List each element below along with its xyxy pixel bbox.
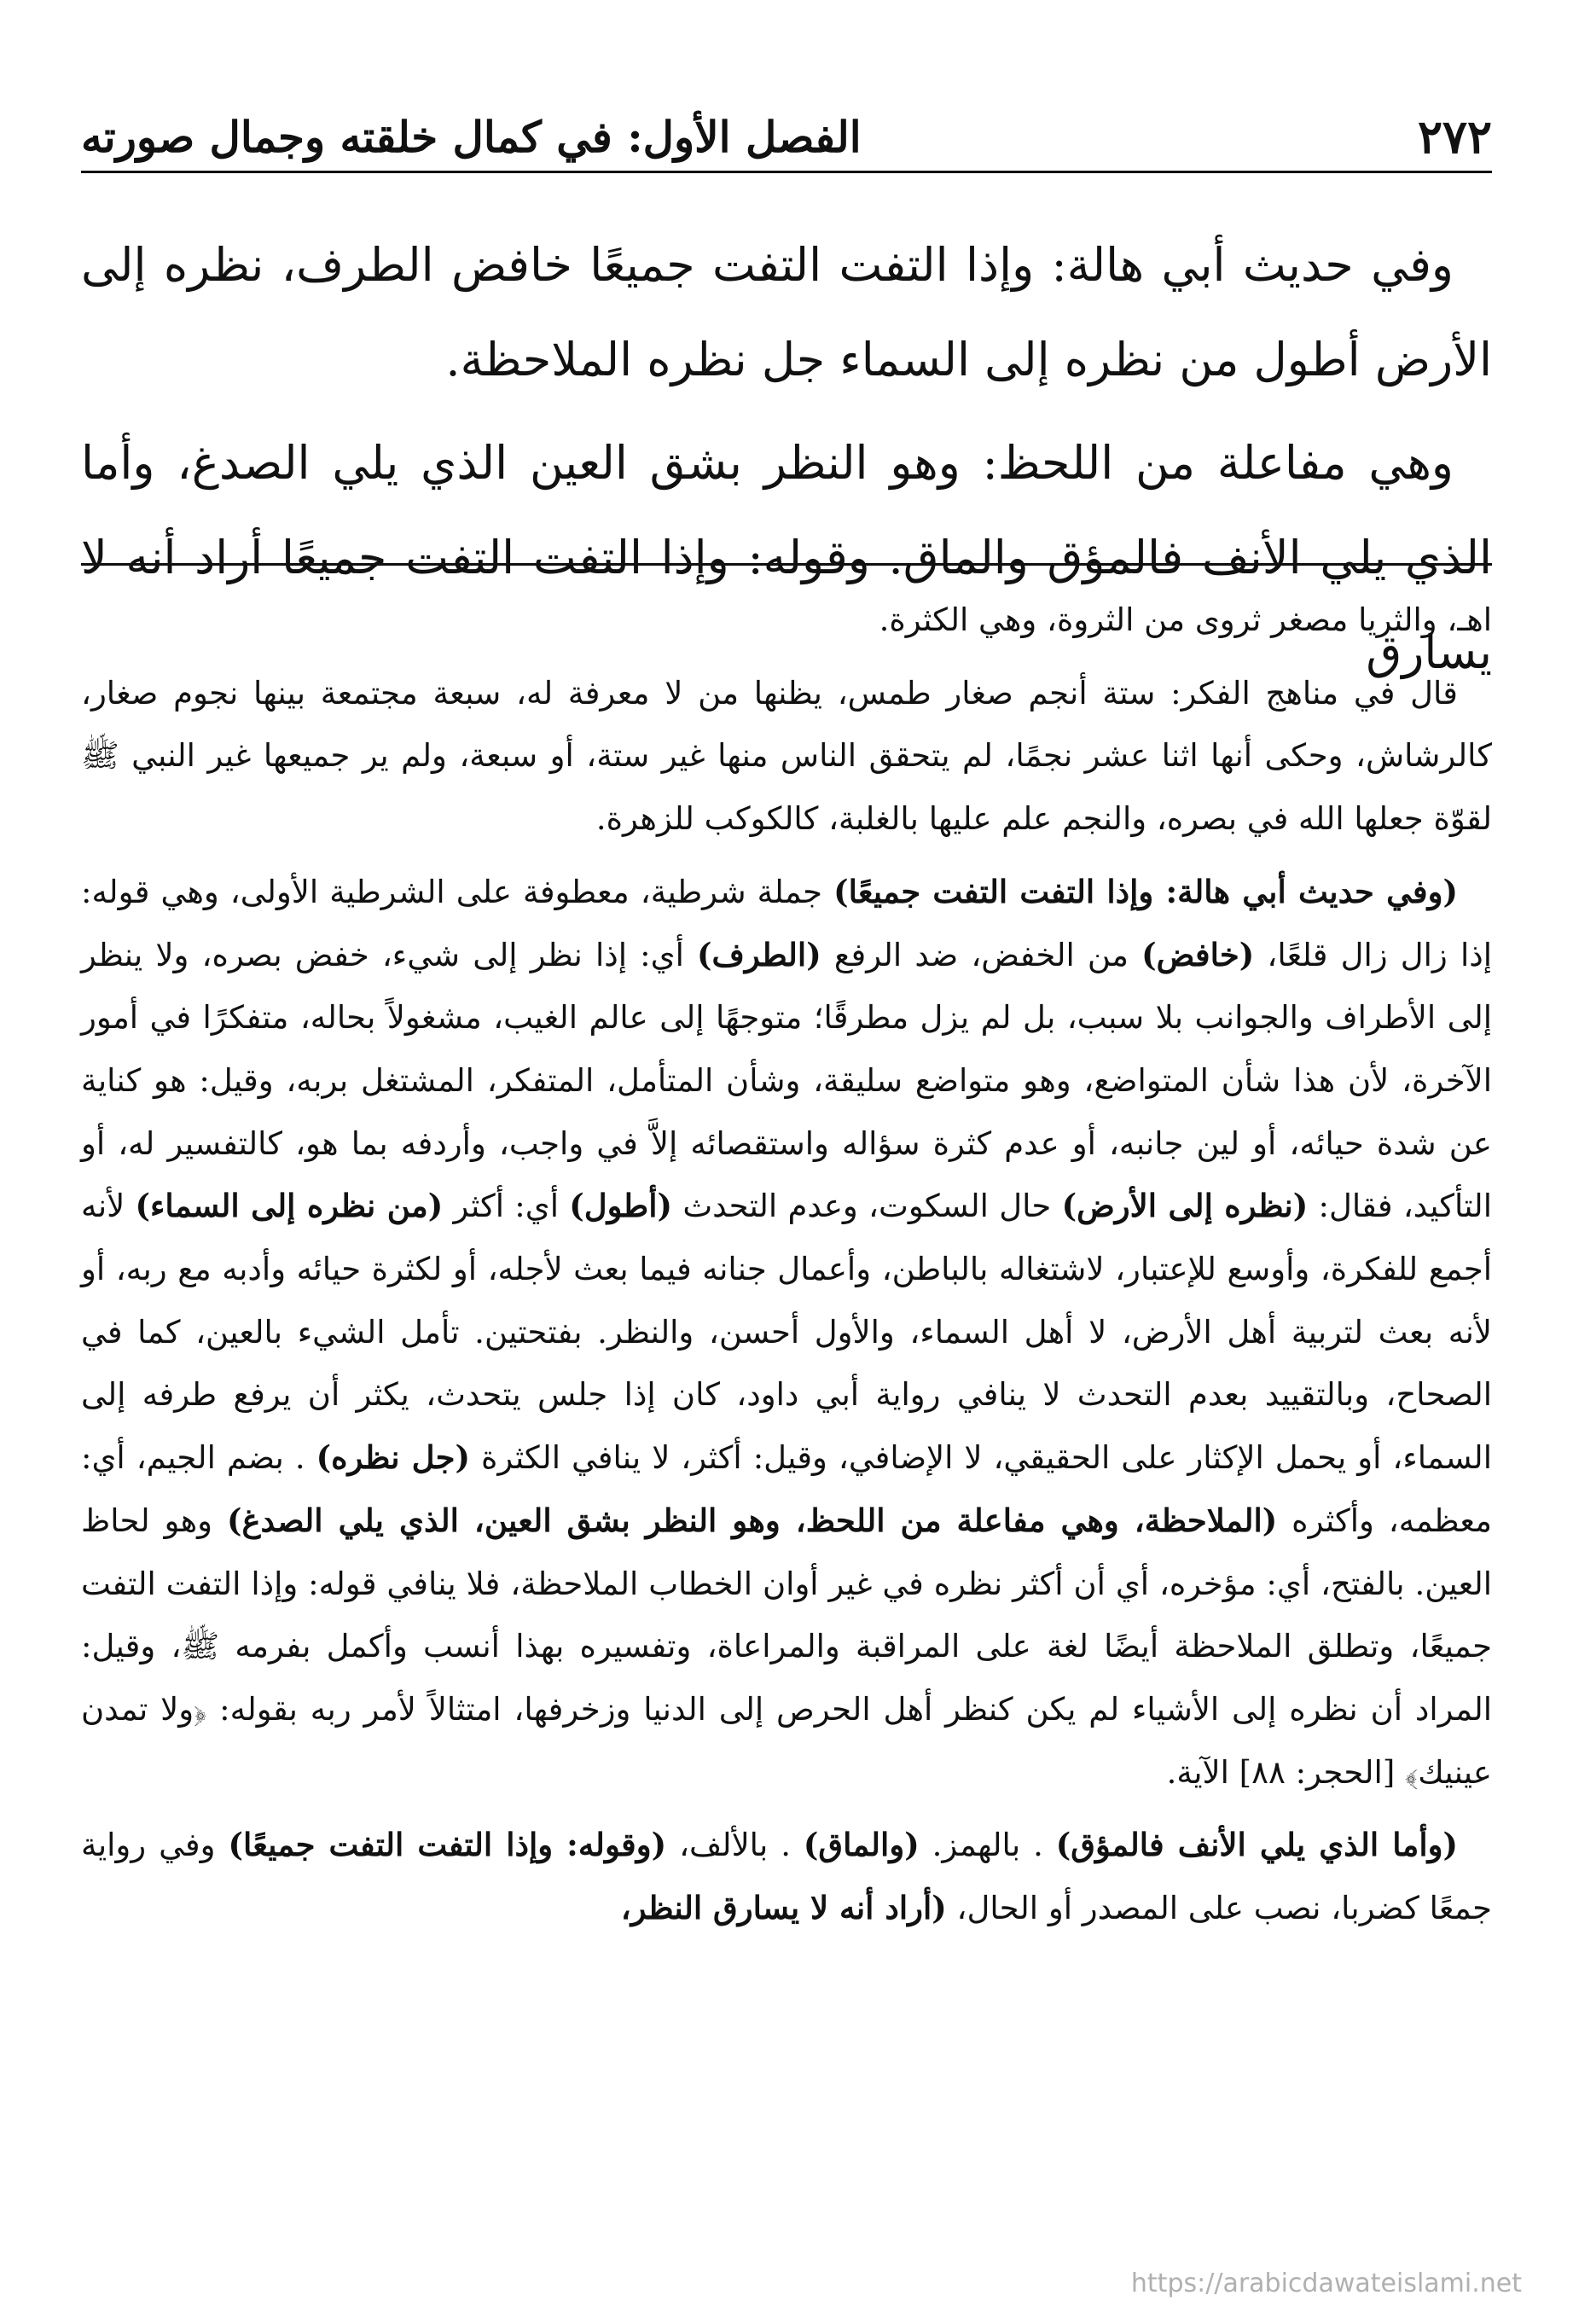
footnotes (81, 589, 1492, 1950)
commentary-text: جملة شرطية، معطوفة على الشرطية الأولى، وهي قوله: إذا زال زال قلعًا، (81, 873, 1492, 973)
quoted-text: (خافض) (1141, 935, 1255, 973)
quoted-text: (من نظره إلى السماء) (135, 1187, 444, 1225)
footnote-paragraph: اهـ، والثريا مصغر ثروى من الثروة، وهي الكثرة. (879, 601, 1492, 638)
page-header (81, 102, 1492, 173)
commentary-text: أي: أكثر (443, 1188, 570, 1225)
quoted-text: (أراد أنه لا يسارق النظر، (620, 1889, 947, 1927)
footnote-separator (81, 563, 1492, 566)
footnote-paragraph: قال في مناهج الفكر: ستة أنجم صغار طمس، يظنها من لا معرفة له، سبعة مجتمعة بينها نجوم صغار، كالرشاش، وحكى أنها اثنا عشر نجمًا، لم يتحقق الناس منها غير ستة، أو سبعة، ولم ير جميعها غير النبي ﷺ لقوّة جعلها الله في بصره، والنجم علم عليها بالغلبة، كالكوكب للزهرة. (81, 674, 1492, 838)
commentary-paragraph (81, 1814, 1492, 1939)
quoted-text: (وفي حديث أبي هالة: وإذا التفت التفت جميعًا) (833, 872, 1458, 910)
quoted-text: (وقوله: وإذا التفت التفت جميعًا) (228, 1826, 667, 1864)
quoted-text: (الطرف) (697, 935, 821, 973)
commentary-text: حال السكوت، وعدم التحدث (672, 1188, 1062, 1225)
commentary-text: أي: إذا نظر إلى شيء، خفض بصره، ولا ينظر إلى الأطراف والجوانب بلا سبب، بل لم يزل مطرقًا؛ متوجهًا إلى عالم الغيب، مشغولاً بحاله، متفكرًا في أمور الآخرة، لأن هذا شأن المتواضع، وهو متواضع سليقة، وشأن المتأمل، المتفكر، المشتغل بربه، وقيل: هو كناية عن شدة حيائه، أو لين جانبه، أو عدم كثرة سؤاله واستقصائه إلاَّ في واجب، وأردفه بما هو، كالتفسير له، أو التأكيد، فقال: (81, 936, 1492, 1225)
quoted-text: (والماق) (803, 1826, 920, 1864)
commentary-text: وهو لحاظ العين. بالفتح، أي: مؤخره، أي أن أكثر نظره في غير أوان الخطاب الملاحظة، فلا ينافي قوله: وإذا التفت التفت جميعًا، وتطلق الملاحظة أيضًا لغة على المراقبة والمراعاة، وتفسيره بهذا أنسب وأكمل بفرمه ﷺ، وقيل: المراد أن نظره إلى الأشياء لم يكن كنظر أهل الحرص إلى الدنيا وزخرفها، امتثالاً لأمر ربه بقوله: ﴿ولا تمدن عينيك﴾ [الحجر: ٨٨] الآية. (81, 1502, 1492, 1791)
commentary-text: لأنه أجمع للفكرة، وأوسع للإعتبار، لاشتغاله بالباطن، وأعمال جنانه فيما بعث لأجله، أو لكثرة حيائه وأدبه مع ربه، أو لأنه بعث لتربية أهل الأرض، لا أهل السماء، والأول أحسن، والنظر. بفتحتين. تأمل الشيء بالعين، كما في الصحاح، وبالتقييد بعدم التحدث لا ينافي رواية أبي داود، كان إذا جلس يتحدث، يكثر أن يرفع طرفه إلى السماء، أو يحمل الإكثار على الحقيقي، لا الإضافي، وقيل: أكثر، لا ينافي الكثرة (81, 1188, 1492, 1477)
running-title: الفصل الأول: في كمال خلقته وجمال صورته (81, 111, 862, 162)
quoted-text: (جل نظره) (316, 1438, 471, 1477)
page-number: ٢٧٢ (1417, 109, 1492, 164)
commentary-text: . بضم الجيم، أي: معظمه، وأكثره (81, 1439, 1492, 1539)
commentary-paragraph (81, 861, 1492, 1804)
commentary-text: . بالهمز. (919, 1827, 1056, 1864)
commentary-text: وفي رواية جمعًا كضربا، نصب على المصدر أو الحال، (81, 1827, 1492, 1927)
quoted-text: (نظره إلى الأرض) (1061, 1187, 1309, 1225)
main-paragraph: وهي مفاعلة من اللحظ: وهو النظر بشق العين الذي يلي الصدغ، وأما الذي يلي الأنف فالمؤق والماق. وقوله: وإذا التفت التفت جميعًا أراد أنه لا يسارق (81, 436, 1492, 679)
commentary-text: . بالألف، (666, 1827, 804, 1864)
main-paragraph: وفي حديث أبي هالة: وإذا التفت التفت جميعًا خافض الطرف، نظره إلى الأرض أطول من نظره إلى السماء جل نظره الملاحظة. (81, 238, 1492, 386)
quoted-text: (أطول) (569, 1187, 673, 1225)
commentary-text: من الخفض، ضد الرفع (821, 936, 1142, 973)
quoted-text: (الملاحظة، وهي مفاعلة من اللحظ، وهو النظر بشق العين، الذي يلي الصدغ) (226, 1501, 1278, 1539)
watermark-url: https://arabicdawateislami.net (1130, 2269, 1522, 2298)
quoted-text: (وأما الذي يلي الأنف فالمؤق) (1055, 1826, 1459, 1864)
